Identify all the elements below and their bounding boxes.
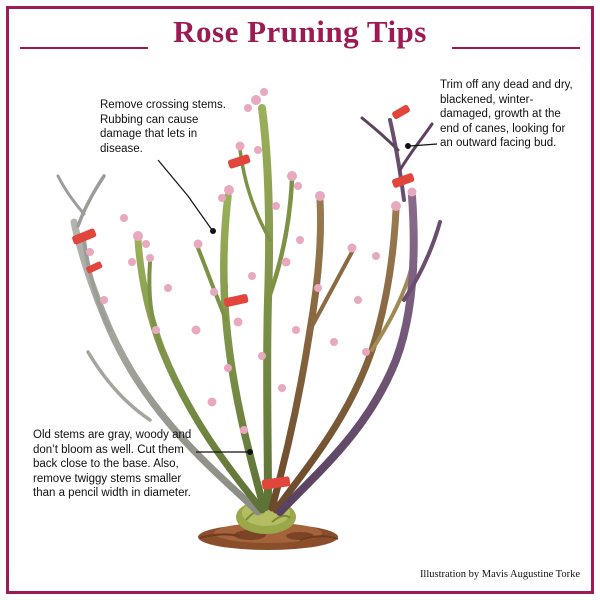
callout-dead-wood: Trim off any dead and dry, blackened, winter-damaged, growth at the end of canes, looking for an outward facing bud.	[440, 79, 573, 149]
callout-crossing-stems: Remove crossing stems. Rubbing can cause damage that lets in disease.	[100, 99, 226, 155]
callout-old-stems: Old stems are gray, woody and don’t bloom as well. Cut them back close to the base. Also, remove twiggy stems smaller than a pencil width in diameter.	[33, 429, 192, 499]
illustration-credit: Illustration by Mavis Augustine Torke	[419, 569, 580, 580]
page-title: Rose Pruning Tips	[173, 14, 427, 49]
